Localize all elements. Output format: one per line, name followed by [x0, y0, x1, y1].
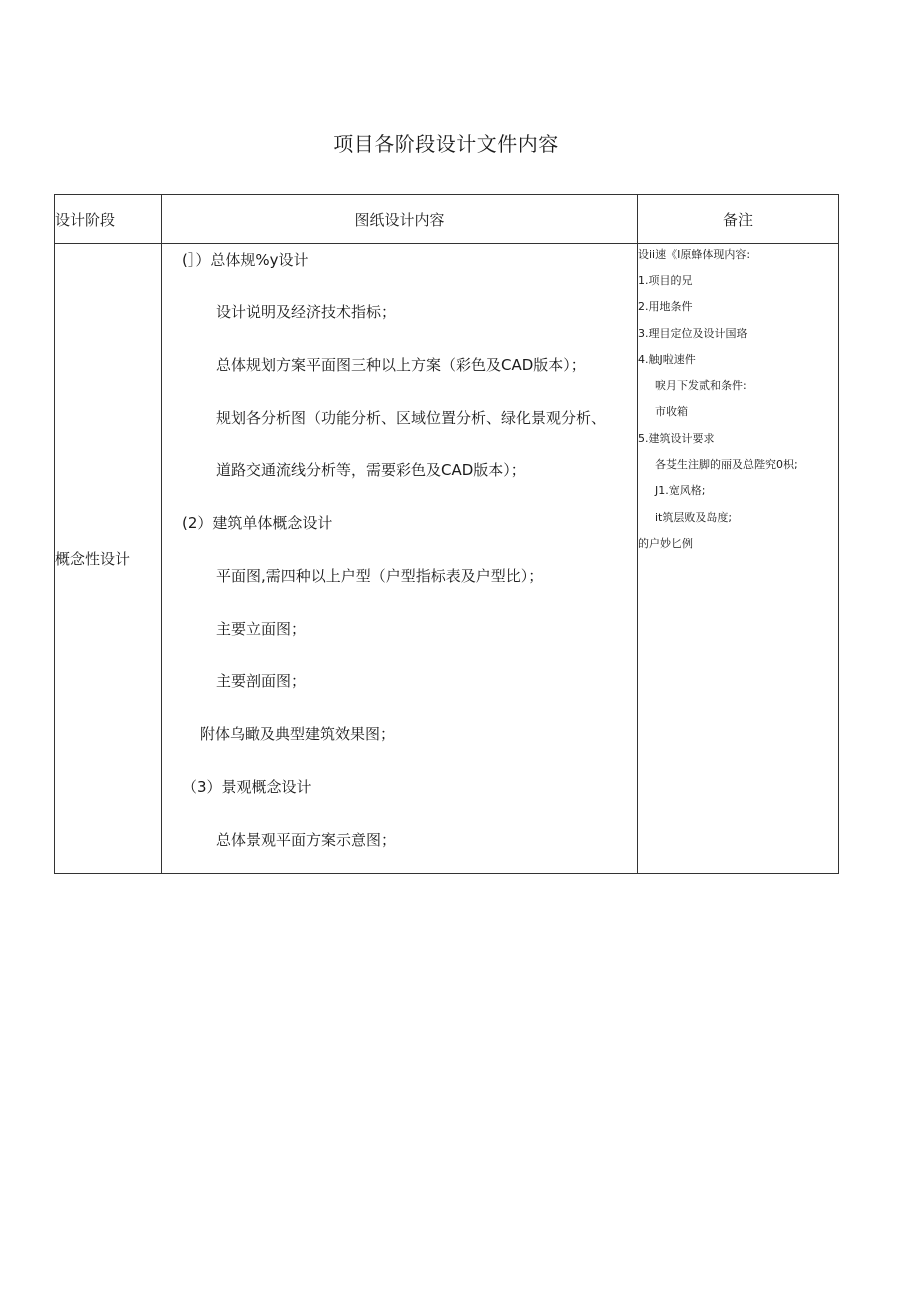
remark-cell — [638, 244, 839, 874]
remark-line: it筑层败及岛度; — [655, 511, 733, 524]
content-line: 主要剖面图； — [216, 672, 307, 690]
page-title: 项目各阶段设计文件内容 — [333, 132, 559, 156]
remark-line: 1.项目的兄 — [638, 274, 693, 287]
stage-cell: 概念性设计 — [55, 244, 162, 874]
remark-line: 的户妙匕例 — [638, 537, 693, 550]
content-line: 平面图,需四种以上户型（户型指标表及户型比）； — [216, 567, 544, 585]
content-line: （3）景观概念设计 — [182, 778, 312, 796]
design-files-table — [54, 194, 839, 874]
content-line: 主要立面图； — [216, 620, 307, 638]
content-cell — [162, 244, 638, 874]
header-content: 图纸设计内容 — [162, 195, 638, 244]
header-stage: 设计阶段 — [55, 195, 162, 244]
content-line: (2）建筑单体概念设计 — [182, 514, 333, 532]
remark-line: 各芟生注脚的丽及总陛究0枳; — [655, 458, 798, 471]
remark-line: J1.宽风格; — [655, 484, 706, 497]
content-line: 总体景观平面方案示意图； — [216, 831, 397, 849]
remark-line: 2.用地条件 — [638, 300, 693, 313]
content-line: 规划各分析图（功能分析、区域位置分析、绿化景观分析、 — [216, 409, 607, 427]
header-remark: 备注 — [638, 195, 839, 244]
remark-line: 设ii速《I原蜂体现内容: — [638, 248, 751, 261]
remark-line: 唳月下发贰和条件: — [655, 379, 747, 392]
content-line: 设计说明及经济技术指标； — [216, 303, 397, 321]
remark-line: 5.建筑设计要求 — [638, 432, 715, 445]
content-line: 道路交通流线分析等，需要彩色及CAD版本）； — [216, 461, 526, 479]
remark-line: 4.触J啦速件 — [638, 353, 696, 366]
content-line: 总体规划方案平面图三种以上方案（彩色及CAD版本）； — [216, 356, 586, 374]
table-row — [55, 244, 839, 874]
remark-line: 3.理目定位及设计国珞 — [638, 327, 748, 340]
content-line: 附体乌瞰及典型建筑效果图； — [200, 725, 396, 743]
content-line: (］）总体规%y设计 — [182, 251, 309, 269]
table-header-row — [55, 195, 839, 244]
remark-line: 市收箱 — [655, 405, 688, 418]
